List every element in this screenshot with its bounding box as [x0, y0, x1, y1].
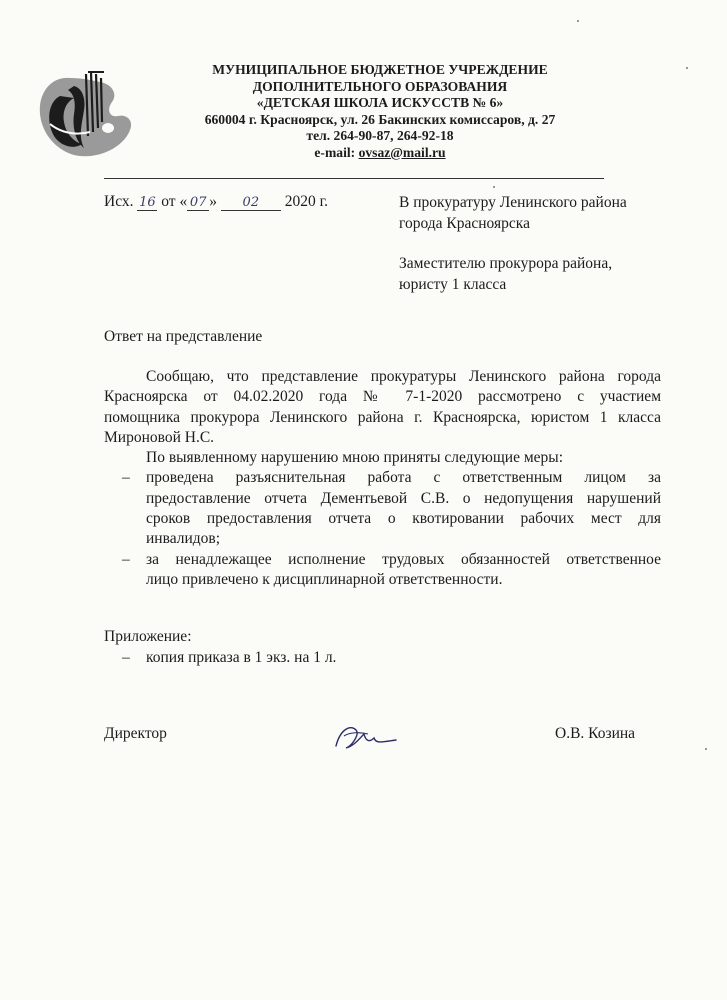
ref-close-quote: » [209, 193, 217, 210]
p1-line-4: Мироновой Н.С. [104, 428, 215, 446]
signatory-name: О.В. Козина [555, 725, 636, 742]
org-address: 660004 г. Красноярск, ул. 26 Бакинских комиссаров, д. 27 [204, 111, 556, 127]
b2-line-2: лицо привлечено к дисциплинарной ответственности. [146, 570, 503, 588]
p1-line-1: Сообщаю, что представление прокуратуры Ленинского района города [146, 368, 661, 385]
appendix-title: Приложение: [104, 628, 192, 645]
letter-subject: Ответ на представление [104, 328, 263, 345]
ref-month: 02 [221, 195, 281, 211]
p1-line-3: помощника прокурора Ленинского района г. Красноярска, юристом 1 класса [104, 408, 661, 426]
measure-item-2 [104, 550, 661, 591]
appendix-item-text: копия приказа в 1 экз. на 1 л. [146, 649, 337, 666]
ref-prefix: Исх. [104, 193, 134, 210]
b1-line-1: проведена разъяснительная работа с ответственным лицом за [146, 469, 661, 487]
b1-line-4: инвалидов; [146, 530, 221, 548]
org-name-line-3: «ДЕТСКАЯ ШКОЛА ИСКУССТВ № 6» [256, 95, 504, 110]
scan-speck [705, 748, 707, 750]
org-name-line-2: ДОПОЛНИТЕЛЬНОГО ОБРАЗОВАНИЯ [252, 78, 508, 94]
email-link[interactable]: ovsaz@mail.ru [358, 144, 446, 160]
email-label: e-mail: [314, 144, 359, 160]
scan-speck [493, 186, 495, 188]
paragraph-1 [104, 367, 661, 448]
school-logo-icon [30, 66, 136, 162]
p1-line-2: Красноярска от 04.02.2020 года № 7-1-2020 рассмотрено с участием [104, 388, 661, 406]
addressee-line-3: Заместителю прокурора района, [399, 255, 613, 272]
paragraph-2: По выявленному нарушению мною приняты следующие меры: [146, 449, 564, 467]
ref-number: 16 [139, 195, 156, 210]
bullet-dash: – [122, 649, 130, 666]
ref-year: 2020 г. [284, 193, 329, 210]
letterhead [170, 62, 590, 161]
org-name-line-1: МУНИЦИПАЛЬНОЕ БЮДЖЕТНОЕ УЧРЕЖДЕНИЕ [212, 62, 548, 77]
letter-body [104, 367, 661, 590]
b1-line-3: сроков предоставления отчета о квотировании рабочих мест для [146, 510, 661, 528]
measure-item-1 [104, 468, 661, 549]
signatory-title: Директор [104, 725, 167, 742]
addressee-line-2: города Красноярска [399, 214, 530, 232]
outgoing-reference [104, 193, 328, 211]
bullet-dash: – [122, 469, 130, 487]
handwritten-signature [330, 716, 400, 756]
addressee-block [399, 193, 661, 295]
addressee-line-1: В прокуратуру Ленинского района [399, 194, 627, 211]
header-divider [104, 178, 604, 179]
scan-speck [686, 67, 688, 69]
org-email-line [170, 145, 590, 162]
org-phone: тел. 264-90-87, 264-92-18 [306, 128, 454, 143]
b1-line-2: предоставление отчета Дементьевой С.В. о недопущения нарушений [146, 489, 661, 507]
scan-speck [577, 20, 579, 22]
addressee-line-4: юристу 1 класса [399, 275, 507, 293]
b2-line-1: за ненадлежащее исполнение трудовых обязанностей ответственное [146, 550, 661, 568]
ref-from: от « [161, 193, 188, 210]
ref-day: 07 [187, 195, 209, 211]
appendix-item [104, 649, 336, 667]
bullet-dash: – [122, 550, 130, 568]
